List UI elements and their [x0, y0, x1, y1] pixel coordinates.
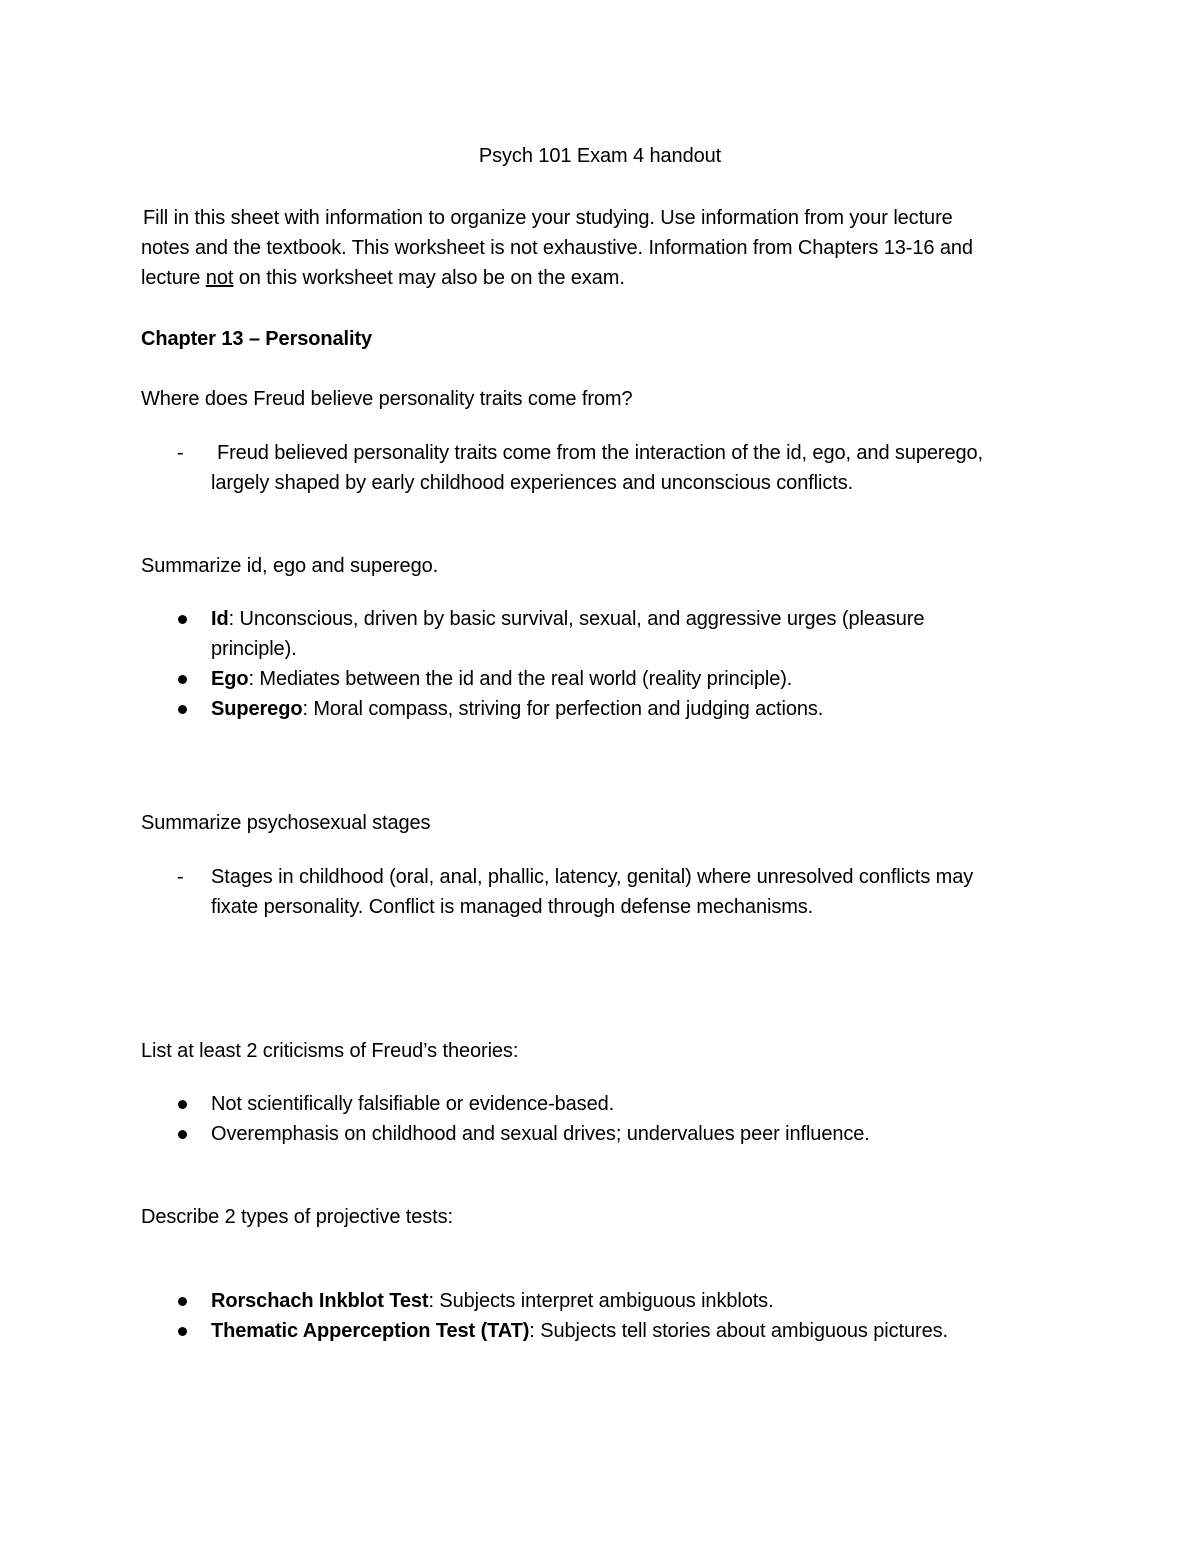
bullet-icon [178, 1297, 187, 1306]
answer-line: Freud believed personality traits come from the interaction of the id, ego, and superego, [217, 442, 983, 464]
intro-line-2: notes and the textbook. This worksheet is not exhaustive. Information from Chapters 13-16 and [141, 237, 973, 259]
answer-line: largely shaped by early childhood experiences and unconscious conflicts. [211, 472, 854, 494]
answer-line: fixate personality. Conflict is managed through defense mechanisms. [211, 896, 814, 918]
intro-text: on this worksheet may also be on the exam. [233, 267, 625, 289]
question-projective-tests: Describe 2 types of projective tests: [141, 1206, 453, 1228]
term: Rorschach Inkblot Test [211, 1290, 429, 1312]
definition: : Moral compass, striving for perfection and judging actions. [302, 698, 824, 720]
list-item [211, 694, 823, 724]
bullet-icon [178, 1130, 187, 1139]
underlined-word: not [205, 267, 234, 289]
definition: : Subjects tell stories about ambiguous pictures. [529, 1320, 948, 1342]
term: Ego [211, 668, 249, 690]
question-psychosexual-stages: Summarize psychosexual stages [141, 812, 431, 834]
term: Thematic Apperception Test (TAT) [211, 1320, 530, 1342]
list-item [211, 1286, 774, 1316]
bullet-icon [178, 1100, 187, 1109]
definition: : Mediates between the id and the real world (reality principle). [248, 668, 793, 690]
list-item [211, 664, 792, 694]
question-freud-traits: Where does Freud believe personality traits come from? [141, 388, 633, 410]
list-item-continuation: principle). [211, 638, 297, 660]
bullet-icon [178, 615, 187, 624]
dash-marker: - [177, 442, 184, 464]
definition: : Subjects interpret ambiguous inkblots. [428, 1290, 774, 1312]
bullet-icon [178, 1327, 187, 1336]
chapter-heading: Chapter 13 – Personality [141, 328, 373, 350]
page-title: Psych 101 Exam 4 handout [478, 145, 722, 167]
question-id-ego-superego: Summarize id, ego and superego. [141, 555, 439, 577]
list-item [211, 1316, 948, 1346]
intro-line-3 [141, 263, 625, 293]
list-item [211, 604, 924, 634]
bullet-icon [178, 675, 187, 684]
answer-line: Stages in childhood (oral, anal, phallic, latency, genital) where unresolved conflicts may [211, 866, 974, 888]
intro-line-1: Fill in this sheet with information to organize your studying. Use information from your lecture [143, 207, 953, 229]
term: Superego [211, 698, 303, 720]
list-item: Overemphasis on childhood and sexual drives; undervalues peer influence. [211, 1123, 870, 1145]
definition: : Unconscious, driven by basic survival, sexual, and aggressive urges (pleasure [228, 608, 925, 630]
intro-text: lecture [141, 267, 206, 289]
term: Id [211, 608, 229, 630]
dash-marker: - [177, 866, 184, 888]
question-freud-criticisms: List at least 2 criticisms of Freud’s theories: [141, 1040, 519, 1062]
bullet-icon [178, 705, 187, 714]
list-item: Not scientifically falsifiable or evidence-based. [211, 1093, 615, 1115]
